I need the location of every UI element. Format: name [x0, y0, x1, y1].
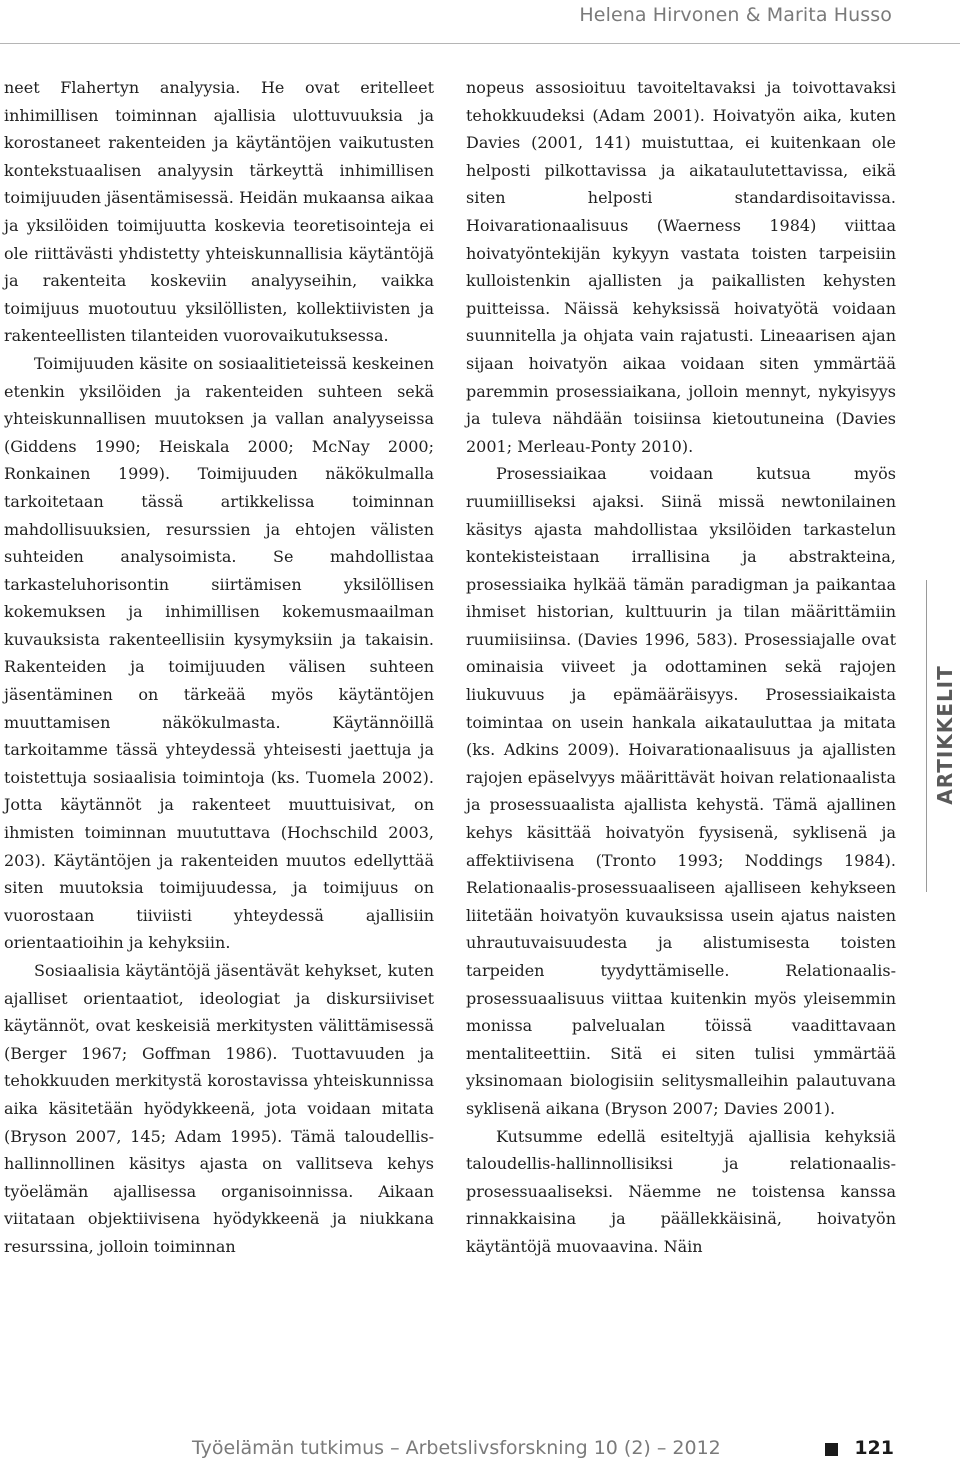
square-bullet-icon — [825, 1443, 838, 1456]
paragraph: Kutsumme edellä esiteltyjä ajallisia kehyksiä taloudellis-hallinnollisiksi ja relationaalis-prosessuaaliseksi. Näemme ne toistensa kanssa rinnakkaisina ja päällekkäisinä, hoivatyön käytäntöjä muovaavina. Näin — [466, 1126, 896, 1256]
running-header-authors: Helena Hirvonen & Marita Husso — [579, 4, 892, 26]
right-column — [466, 74, 896, 1261]
page-number: 121 — [854, 1437, 894, 1459]
paragraph: Toimijuuden käsite on sosiaalitieteissä keskeinen etenkin yksilöiden ja rakenteiden suhteen sekä yhteiskunnallisen muutoksen ja vallan analyyseissa (Giddens 1990; Heiskala 2000; McNay 2000; Ronkainen 1999). Toimijuuden näkökulmalla tarkoitetaan tässä artikkelissa toiminnan mahdollisuuksien, resurssien ja ehtojen välisten suhteiden analysoimista. Se mahdollistaa tarkasteluhorisontin siirtämisen yksilöllisen kokemuksen ja inhimillisen kokemusmaailman kuvauksista rakenteellisiin kysymyksiin ja takaisin. Rakenteiden ja toimijuuden välisen suhteen jäsentäminen on tärkeää myös käytäntöjen muuttamisen näkökulmasta. Käytännöillä tarkoitamme tässä yhteydessä yhteisesti jaettuja ja toistettuja sosiaalisia toimintoja (ks. Tuomela 2002). Jotta käytännöt ja rakenteet muuttuisivat, on ihmisten toiminnan muututtava (Hochschild 2003, 203). Käytäntöjen ja rakenteiden muutos edellyttää siten muutoksia toimijuudessa, ja toimijuus on vuorostaan tiiviisti yhteydessä ajallisiin orientaatioihin ja kehyksiin. — [4, 353, 434, 953]
paragraph: Sosiaalisia käytäntöjä jäsentävät kehykset, kuten ajalliset orientaatiot, ideologiat ja diskursiiviset käytännöt, ovat keskeisiä merkitysten välittämisessä (Berger 1967; Goffman 1986). Tuottavuuden ja tehokkuuden merkitystä korostavissa yhteiskunnissa aika käsitetään hyödykkeenä, jota voidaan mitata (Bryson 2007, 145; Adam 1995). Tämä taloudellis-hallinnollinen käsitys ajasta on vallitseva kehys työelämän ajallisessa organisoinnissa. Aikaan viitataan objektiivisena hyödykkeenä ja niukkana resurssina, jolloin toiminnan — [4, 961, 434, 1256]
section-tab-divider — [926, 580, 927, 892]
section-tab-label: ARTIKKELIT — [933, 665, 957, 805]
paragraph: Prosessiaikaa voidaan kutsua myös ruumiilliseksi ajaksi. Siinä missä newtonilainen käsitys ajasta mahdollistaa yksilöiden tarkastelun kontekisteistaan irrallisina ja abstrakteina, prosessiaika hylkää tämän paradigman ja paikantaa ihmiset historian, kulttuurin ja tilan määrittämiin ruumiisiinsa. (Davies 1996, 583). Prosessiajalle ovat ominaisia viiveet ja odottaminen sekä rajojen liukuvuus ja epämääräisyys. Prosessiaikaista toimintaa on usein hankala aikatauluttaa ja mitata (ks. Adkins 2009). Hoivarationaalisuus ja ajallisten rajojen epäselvyys määrittävät hoivan relationaalista ja prosessuaalista ajallista kehystä. Tämä ajallinen kehys käsittää hoivatyön fyysisenä, syklisenä ja affektiivisena (Tronto 1993; Noddings 1984). Relationaalis-prosessuaaliseen ajalliseen kehykseen liitetään hoivatyön kuvauksissa usein ajatus naisten uhrautuvaisuudesta ja alistumisesta toisten tarpeiden tyydyttämiselle. Relationaalis-prosessuaalisuus viittaa kuitenkin myös yleisemmin monissa palvelualan töissä vaadittavaan mentaliteettiin. Sitä ei siten tulisi ymmärtää yksinomaan biologisiin selitysmalleihin palautuvana syklisenä aikana (Bryson 2007; Davies 2001). — [466, 464, 896, 1118]
footer-journal-title: Työelämän tutkimus – Arbetslivsforskning 10 (2) – 2012 — [192, 1437, 721, 1459]
left-column — [4, 74, 434, 1261]
paragraph: nopeus assosioituu tavoiteltavaksi ja toivottavaksi tehokkuudeksi (Adam 2001). Hoivatyön aika, kuten Davies (2001, 141) muistuttaa, ei kuitenkaan ole helposti pilkottavissa ja aikataulutettavissa, eikä siten helposti standardisoitavissa. Hoivarationaalisuus (Waerness 1984) viittaa hoivatyöntekijän kykyyn vastata toisten tarpeisiin kulloistenkin ajallisten ja paikallisten kehysten puitteissa. Näissä kehyksissä hoivatyötä voidaan suunnitella ja ohjata vain rajatusti. Lineaarisen ajan sijaan hoivatyön aikaa voidaan siten ymmärtää paremmin prosessiaikana, jolloin mennyt, nykyisyys ja tuleva nähdään toisiinsa kietoutuneina (Davies 2001; Merleau-Ponty 2010). — [466, 78, 896, 456]
page-footer — [192, 1437, 894, 1467]
paragraph: neet Flahertyn analyysia. He ovat eritelleet inhimillisen toiminnan ajallisia ulottuvuuksia ja korostaneet rakenteiden ja käytäntöjen vaikutusten kontekstuaalisen analyysin tärkeyttä inhimillisen toimijuuden jäsentämisessä. Heidän mukaansa aikaa ja yksilöiden toimijuutta koskevia teoretisointeja ei ole riittävästi yhdistetty yhteiskunnallisia käytäntöjä ja rakenteita koskeviin analyyseihin, vaikka toimijuus muotoutuu yksilöllisten, kollektiivisten ja rakenteellisten tilanteiden vuorovaikutuksessa. — [4, 78, 434, 346]
header-divider — [0, 43, 960, 44]
